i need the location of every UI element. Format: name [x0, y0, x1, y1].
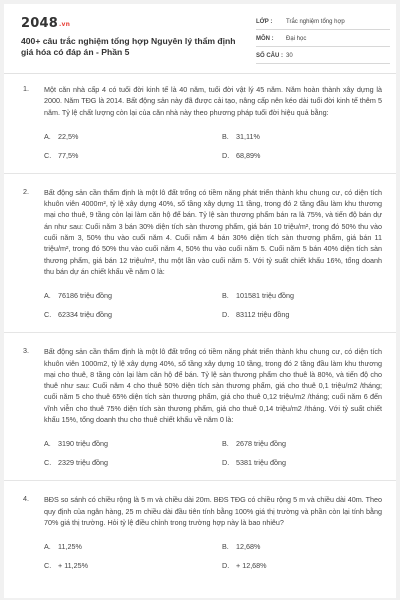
- option-text: 3190 triệu đồng: [58, 439, 108, 449]
- option-b[interactable]: [222, 542, 372, 551]
- option-text: 2329 triệu đồng: [58, 458, 108, 468]
- option-d[interactable]: [222, 151, 372, 160]
- option-text: 83112 triệu đồng: [236, 310, 290, 320]
- option-text: 11,25%: [58, 542, 82, 552]
- option-a[interactable]: [44, 542, 222, 551]
- option-text: 5381 triệu đồng: [236, 458, 286, 468]
- option-text: 22,5%: [58, 131, 79, 141]
- option-letter: B.: [222, 291, 229, 301]
- option-d[interactable]: [222, 310, 372, 319]
- option-text: + 12,68%: [236, 561, 267, 571]
- option-letter: A.: [44, 291, 51, 301]
- meta-value: 30: [286, 53, 293, 59]
- meta-key: MÔN :: [256, 36, 274, 42]
- logo-tld: .vn: [58, 21, 71, 28]
- option-letter: C.: [44, 150, 52, 160]
- question-4: [4, 494, 396, 570]
- document-header: [4, 4, 396, 74]
- option-c[interactable]: [44, 561, 222, 570]
- meta-table: [256, 15, 390, 66]
- option-c[interactable]: [44, 151, 222, 160]
- question-number: 3.: [23, 346, 29, 356]
- meta-key: LỚP :: [256, 19, 273, 25]
- option-letter: C.: [44, 458, 52, 468]
- logo-main: 2048: [21, 16, 58, 31]
- document-page: [4, 4, 396, 598]
- option-a[interactable]: [44, 439, 222, 448]
- option-list: [44, 439, 382, 467]
- option-letter: B.: [222, 439, 229, 449]
- question-text: Bất động sản cần thẩm định là một lô đất trống có tiềm năng phát triển thành khu chung cư, có diện tích khuôn viên 1000m2, tỷ lệ xây dựng 40%, số tầng xây dựng 10 tầng, trong đó 2 tầng đầu làm khu thương mại cho thuê, 8 tầng còn lại làm căn hộ để bán. Tỷ lệ sàn thương phẩm cho thuê là 80%, và tiến độ cho thuê như sau: Cuối năm 4 cho thuê 50% diện tích sàn thương phẩm, giá cho thuê 0,1 triệu/m2 /tháng; cuối năm 5 cho thuê 65% diện tích sàn thương phẩm, giá cho thuê 0,12 triệu/m2 /tháng; cuối năm 6 đến vĩnh viễn cho thuê 75% diện tích sàn thương phẩm, giá cho thuê 0,14 triệu/m2 /tháng. Với tỷ suất chiết khấu 15%, tổng doanh thu cho thuê chiết khấu về năm 0 là:: [44, 347, 382, 425]
- question-text: Bất động sản cần thẩm định là một lô đất trống có tiềm năng phát triển thành khu chung cư, có diện tích khuôn viên 4000m², tỷ lệ xây dựng 40%, số tầng xây dựng 11 tầng, trong đó 2 tầng đầu làm khu thương mại cho thuê, 9 tầng còn lại làm căn hộ để bán. Tỷ lệ sàn thương phẩm bán ra là 75%, và tiến độ bán dự án như sau: Cuối năm 3 bán 30% diện tích sàn thương phẩm, giá bán 10 triệu/m², trong đó 50% thu vào cuối năm 3, 50% thu vào cuối năm 4. Cuối năm 4 bán 30% diện tích sàn thương phẩm, giá bán 11 triệu/m², trong đó 50% thu vào cuối năm 4, 50% thu vào cuối năm 5. Cuối năm 5 bán 40% diện tích sàn thương phẩm, giá bán 12 triệu/m², thu một lần vào cuối năm 5. Với tỷ suất chiết khấu 16%, tổng doanh thu bán dự án chiết khấu về năm 0 là:: [44, 187, 382, 276]
- option-text: 2678 triệu đồng: [236, 439, 286, 449]
- option-text: 62334 triệu đồng: [58, 310, 112, 320]
- option-a[interactable]: [44, 291, 222, 300]
- question-3: [4, 346, 396, 467]
- option-letter: C.: [44, 310, 52, 320]
- option-d[interactable]: [222, 561, 372, 570]
- option-a[interactable]: [44, 132, 222, 141]
- option-text: + 11,25%: [58, 561, 89, 571]
- option-letter: A.: [44, 439, 51, 449]
- option-text: 31,11%: [236, 131, 260, 141]
- option-letter: B.: [222, 131, 229, 141]
- site-logo[interactable]: [21, 16, 70, 31]
- option-text: 77,5%: [58, 150, 79, 160]
- option-b[interactable]: [222, 291, 372, 300]
- question-number: 4.: [23, 494, 29, 504]
- option-list: [44, 132, 382, 160]
- option-text: 101581 triệu đồng: [236, 291, 294, 301]
- meta-row-count: [256, 49, 390, 64]
- question-1: [4, 84, 396, 160]
- meta-row-subject: [256, 32, 390, 47]
- option-letter: B.: [222, 542, 229, 552]
- meta-key: SỐ CÂU :: [256, 53, 283, 59]
- divider: [4, 173, 396, 174]
- question-number: 2.: [23, 186, 29, 196]
- option-text: 12,68%: [236, 542, 261, 552]
- question-list: [4, 84, 396, 570]
- question-text: Một căn nhà cấp 4 có tuổi đời kinh tế là 40 năm, tuổi đời vật lý 45 năm. Năm hoàn thành xây dựng là 2000. Năm TĐG là 2014. Bất động sản này đã được cải tạo, nâng cấp nên kéo dài tuổi đời kinh tế thêm 5 năm. Tỷ lệ chất lượng còn lại của căn nhà này theo phương pháp tuổi đời hiệu quả bằng:: [44, 85, 382, 117]
- document-title: 400+ câu trắc nghiệm tổng hợp Nguyên lý thẩm định giá hóa có đáp án - Phần 5: [21, 36, 236, 57]
- option-letter: C.: [44, 561, 52, 571]
- option-letter: A.: [44, 131, 51, 141]
- option-b[interactable]: [222, 132, 372, 141]
- question-text: BĐS so sánh có chiều rộng là 5 m và chiều dài 20m. BĐS TĐG có chiều rộng 5 m và chiều dài 40m. Theo quy định của ngân hàng, 25 m chiều dài đầu tiên tính bằng 100% giá thị trường và phần còn lại tính bằng 70% giá thị trường. Hỏi tỷ lệ điều chỉnh trong trường hợp này là bao nhiêu?: [44, 495, 382, 527]
- option-c[interactable]: [44, 310, 222, 319]
- meta-row-class: [256, 15, 390, 30]
- option-letter: A.: [44, 542, 51, 552]
- question-2: [4, 187, 396, 319]
- option-c[interactable]: [44, 458, 222, 467]
- meta-value: Trắc nghiệm tổng hợp: [286, 19, 345, 25]
- divider: [4, 480, 396, 481]
- option-d[interactable]: [222, 458, 372, 467]
- option-text: 76186 triệu đồng: [58, 291, 112, 301]
- option-letter: D.: [222, 310, 230, 320]
- option-letter: D.: [222, 458, 230, 468]
- question-number: 1.: [23, 84, 29, 93]
- option-b[interactable]: [222, 439, 372, 448]
- option-letter: D.: [222, 150, 230, 160]
- option-list: [44, 542, 382, 570]
- option-list: [44, 291, 382, 319]
- option-text: 68,89%: [236, 150, 261, 160]
- option-letter: D.: [222, 561, 230, 571]
- meta-value: Đại học: [286, 36, 307, 42]
- divider: [4, 332, 396, 333]
